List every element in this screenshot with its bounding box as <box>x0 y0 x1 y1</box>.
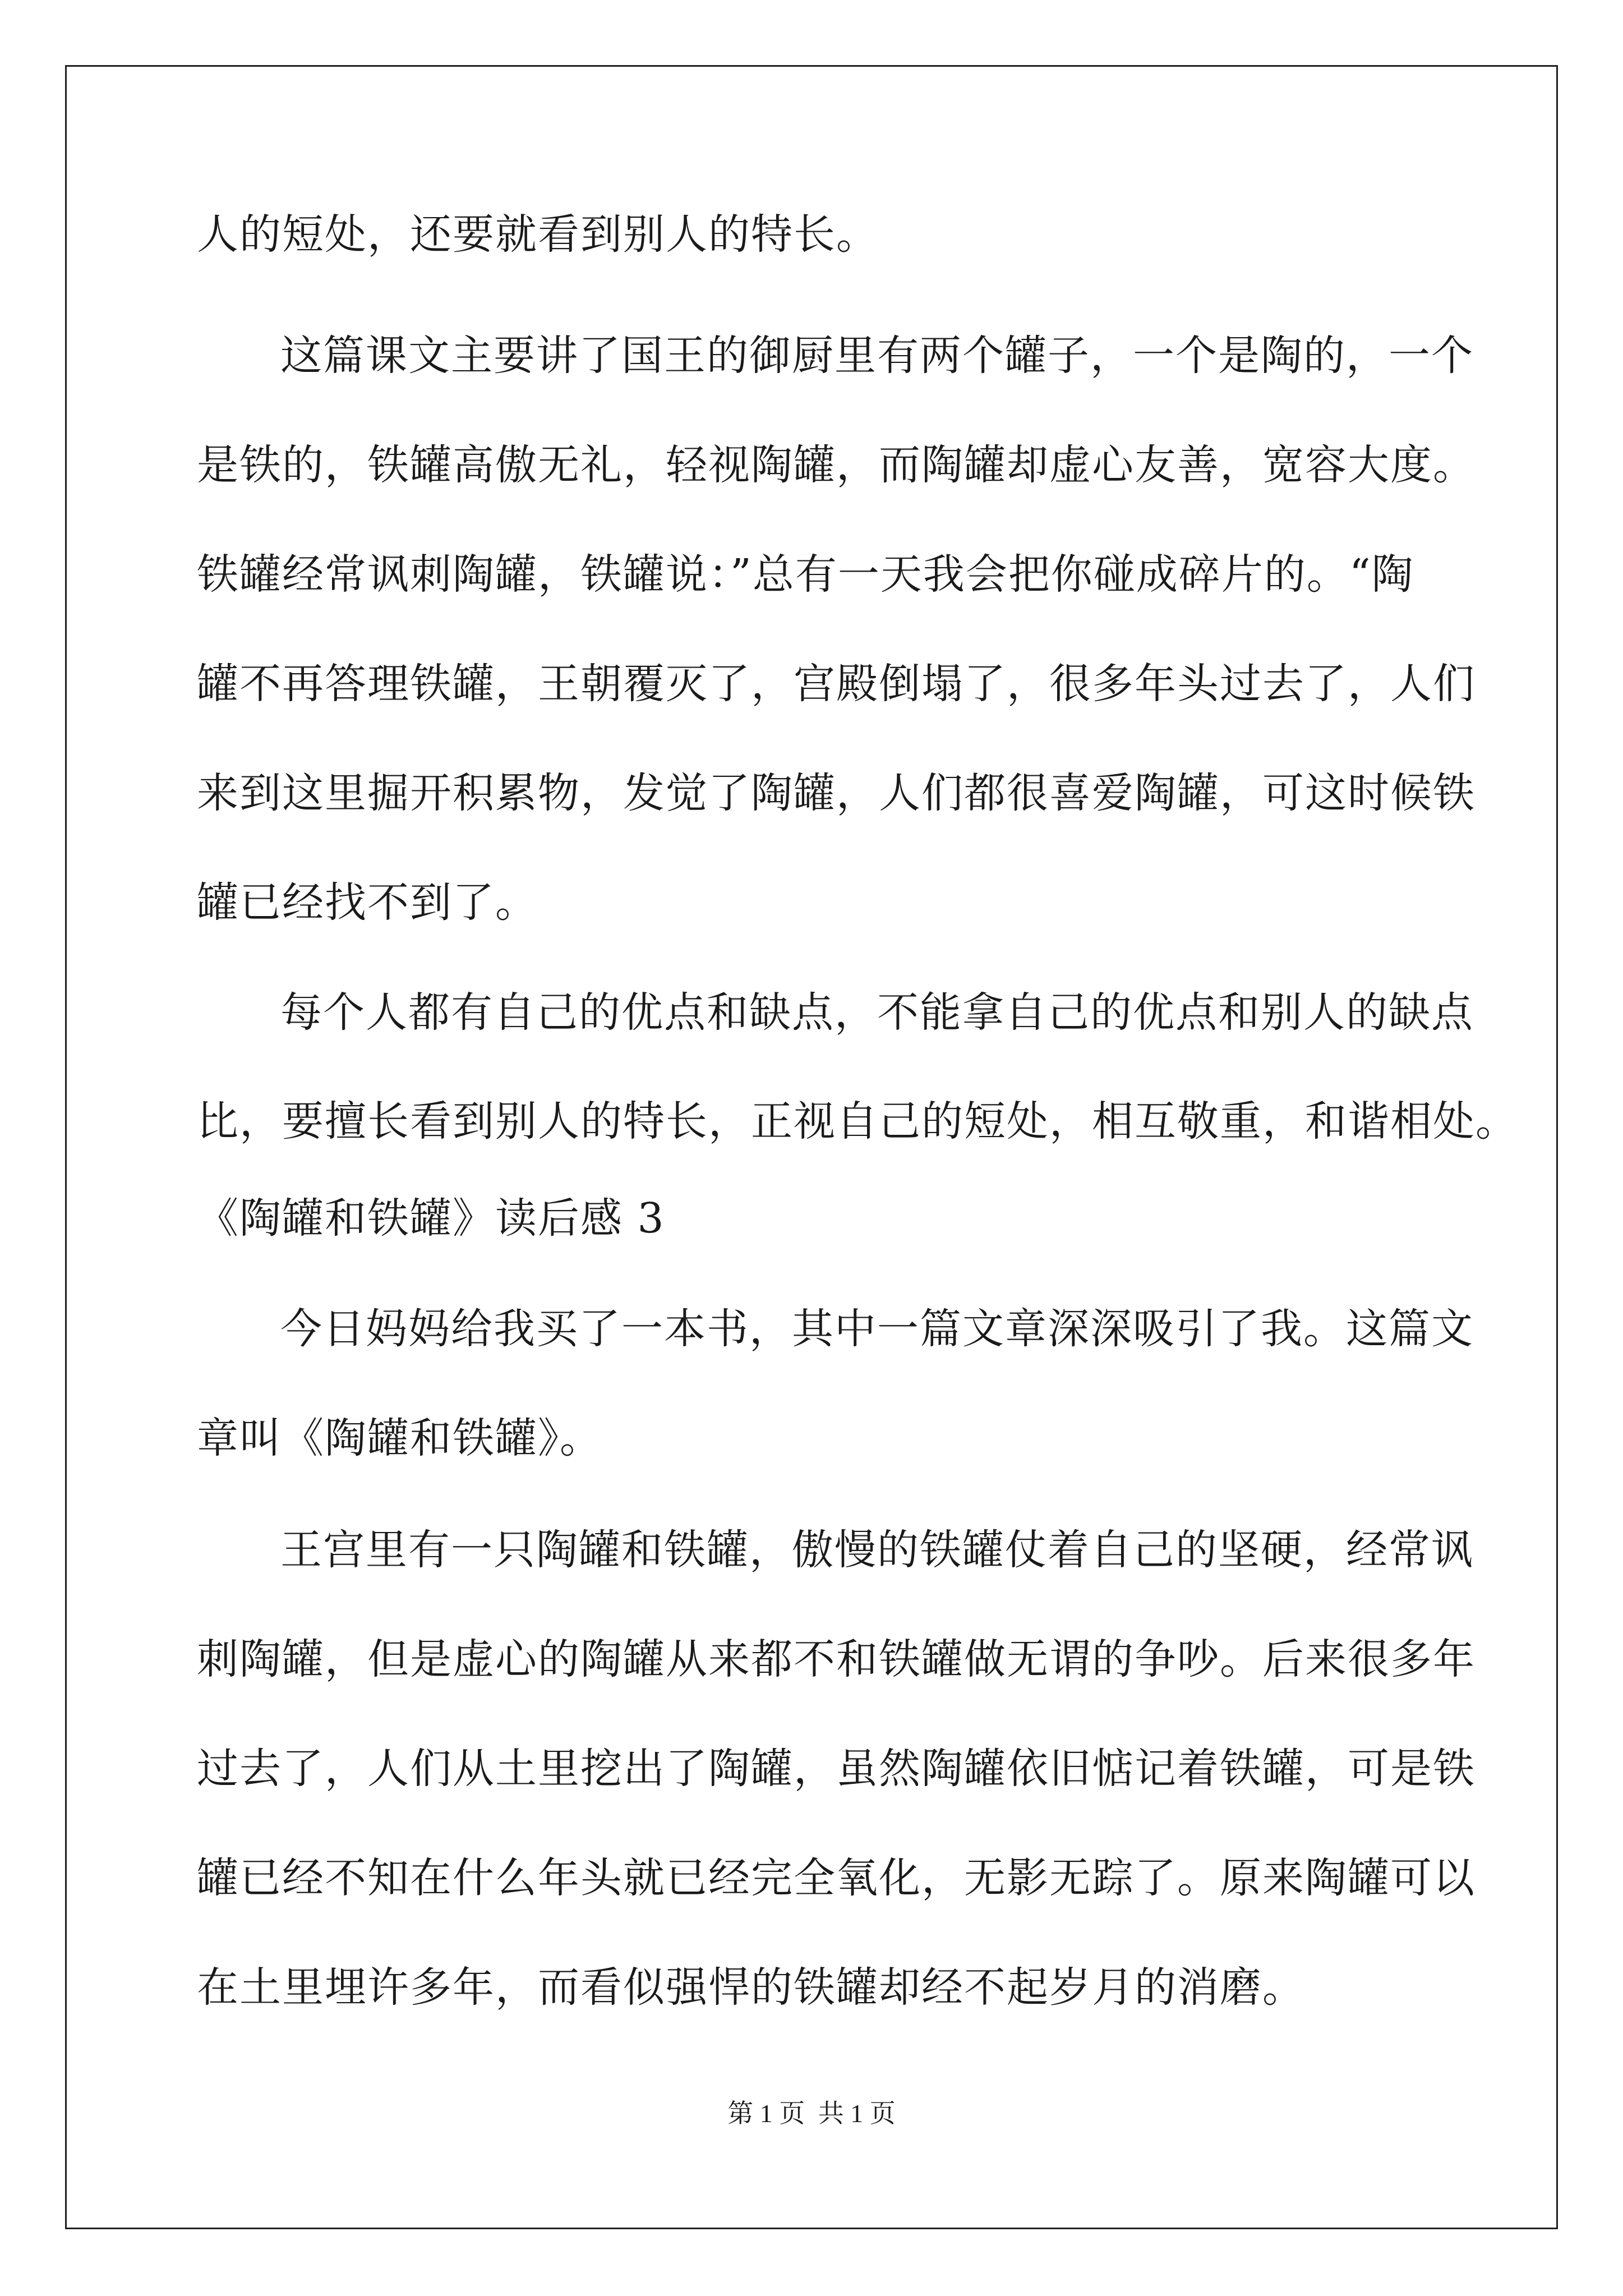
text-line: 罐已经不知在什么年头就已经完全氧化，无影无踪了。原来陶罐可以 <box>197 1854 1476 1902</box>
text-line: 罐不再答理铁罐，王朝覆灭了，宫殿倒塌了，很多年头过去了，人们 <box>197 660 1476 708</box>
text-line: 今日妈妈给我买了一本书，其中一篇文章深深吸引了我。这篇文 <box>280 1305 1474 1353</box>
page-number: 第 1 页 <box>727 2099 805 2128</box>
text-line: 每个人都有自己的优点和缺点，不能拿自己的优点和别人的缺点 <box>280 988 1474 1037</box>
text-line: 是铁的，铁罐高傲无礼，轻视陶罐，而陶罐却虚心友善，宽容大度。 <box>197 441 1476 489</box>
text-line: 人的短处，还要就看到别人的特长。 <box>197 210 879 259</box>
page-footer <box>0 2097 1623 2131</box>
text-line: 王宫里有一只陶罐和铁罐，傲慢的铁罐仗着自己的坚硬，经常讽 <box>280 1526 1474 1574</box>
text-line: 铁罐经常讽刺陶罐，铁罐说：”总有一天我会把你碰成碎片的。“陶 <box>197 550 1414 599</box>
section-heading: 《陶罐和铁罐》读后感 3 <box>197 1194 665 1243</box>
text-line: 这篇课文主要讲了国王的御厨里有两个罐子，一个是陶的，一个 <box>280 332 1474 380</box>
text-line: 刺陶罐，但是虚心的陶罐从来都不和铁罐做无谓的争吵。后来很多年 <box>197 1635 1476 1683</box>
text-line: 罐已经找不到了。 <box>197 878 538 927</box>
page-total: 共 1 页 <box>818 2099 896 2128</box>
text-line: 章叫《陶罐和铁罐》。 <box>197 1414 602 1462</box>
text-line: 来到这里掘开积累物，发觉了陶罐，人们都很喜爱陶罐，可这时候铁 <box>197 769 1476 817</box>
text-line: 比，要擅长看到别人的特长，正视自己的短处，相互敬重，和谐相处。 <box>197 1097 1518 1145</box>
text-line: 在土里埋许多年，而看似强悍的铁罐却经不起岁月的消磨。 <box>197 1963 1305 2012</box>
text-line: 过去了，人们从土里挖出了陶罐，虽然陶罐依旧惦记着铁罐，可是铁 <box>197 1745 1476 1793</box>
